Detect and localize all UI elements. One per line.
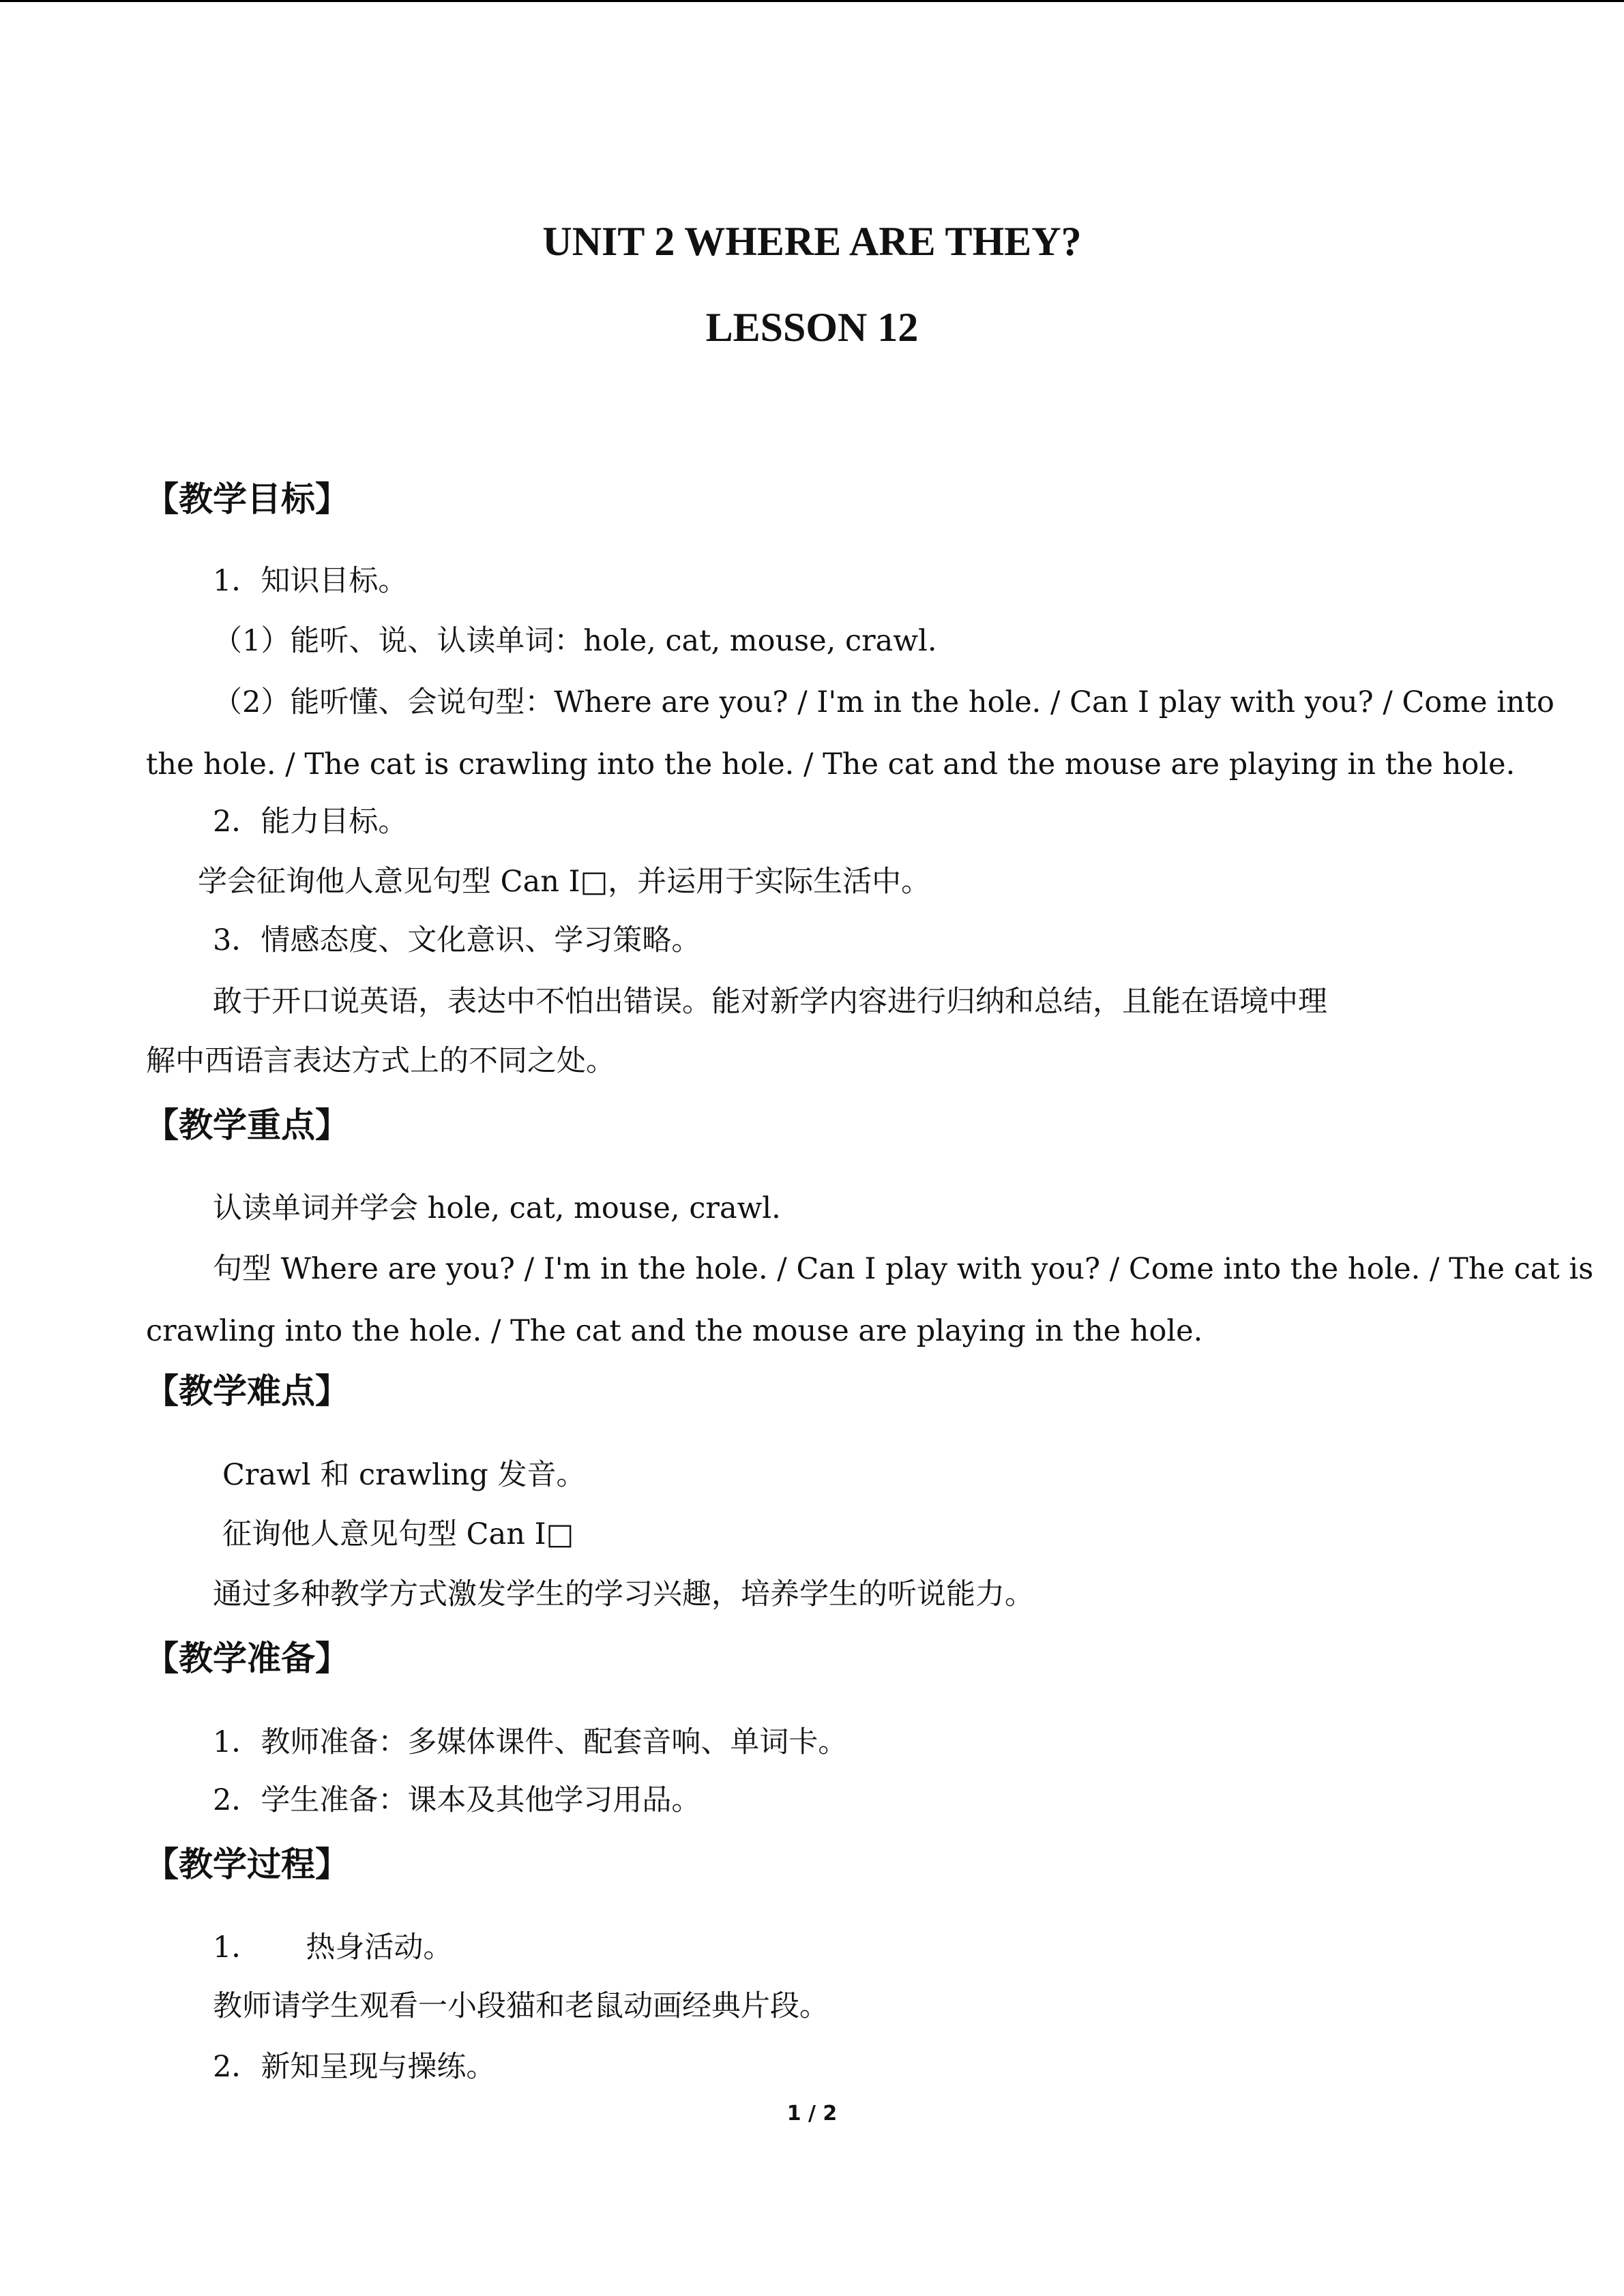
key-points-line-1: 认读单词并学会 hole, cat, mouse, crawl. bbox=[213, 1191, 781, 1225]
heading-key-points: 【教学重点】 bbox=[145, 1105, 349, 1145]
objectives-line-8: 敢于开口说英语，表达中不怕出错误。能对新学内容进行归纳和总结，且能在语境中理 bbox=[213, 985, 1327, 1019]
difficulties-line-2: 征询他人意见句型 Can I□ bbox=[222, 1517, 574, 1551]
objectives-line-4: the hole. / The cat is crawling into the hole. / The cat and the mouse are playing in the hole. bbox=[146, 747, 1516, 781]
page-number: 1 / 2 bbox=[786, 2102, 838, 2126]
key-points-line-2: 句型 Where are you? / I'm in the hole. / Can I play with you? / Come into the hole. / The cat is bbox=[213, 1252, 1594, 1286]
difficulties-line-1: Crawl 和 crawling 发音。 bbox=[222, 1458, 586, 1492]
preparation-line-1: 1．教师准备：多媒体课件、配套音响、单词卡。 bbox=[213, 1725, 848, 1759]
objectives-line-3: （2）能听懂、会说句型：Where are you? / I'm in the hole. / Can I play with you? / Come into bbox=[213, 685, 1554, 719]
difficulties-line-3: 通过多种教学方式激发学生的学习兴趣，培养学生的听说能力。 bbox=[213, 1577, 1034, 1611]
objectives-line-5: 2．能力目标。 bbox=[213, 805, 408, 839]
heading-objectives: 【教学目标】 bbox=[145, 479, 349, 519]
objectives-line-1: 1．知识目标。 bbox=[213, 564, 408, 598]
lesson-title: LESSON 12 bbox=[705, 305, 919, 350]
process-line-1 bbox=[213, 1928, 452, 1967]
objectives-line-7: 3．情感态度、文化意识、学习策略。 bbox=[213, 923, 701, 957]
process-line-3: 2．新知呈现与操练。 bbox=[213, 2050, 496, 2084]
process-line-2: 教师请学生观看一小段猫和老鼠动画经典片段。 bbox=[213, 1989, 829, 2023]
heading-difficulties: 【教学难点】 bbox=[145, 1371, 349, 1411]
unit-title: UNIT 2 WHERE ARE THEY? bbox=[542, 219, 1082, 264]
heading-preparation: 【教学准备】 bbox=[145, 1639, 349, 1678]
objectives-line-2: （1）能听、说、认读单词：hole, cat, mouse, crawl. bbox=[213, 624, 937, 658]
key-points-line-3: crawling into the hole. / The cat and the mouse are playing in the hole. bbox=[146, 1314, 1203, 1348]
heading-process: 【教学过程】 bbox=[145, 1845, 349, 1884]
process-line-1-number: 1． bbox=[213, 1930, 261, 1965]
top-border bbox=[0, 0, 1624, 2]
preparation-line-2: 2．学生准备：课本及其他学习用品。 bbox=[213, 1783, 701, 1817]
objectives-line-6: 学会征询他人意见句型 Can I□，并运用于实际生活中。 bbox=[198, 865, 931, 899]
objectives-line-9: 解中西语言表达方式上的不同之处。 bbox=[146, 1044, 615, 1078]
process-line-1-text: 热身活动。 bbox=[306, 1930, 453, 1965]
